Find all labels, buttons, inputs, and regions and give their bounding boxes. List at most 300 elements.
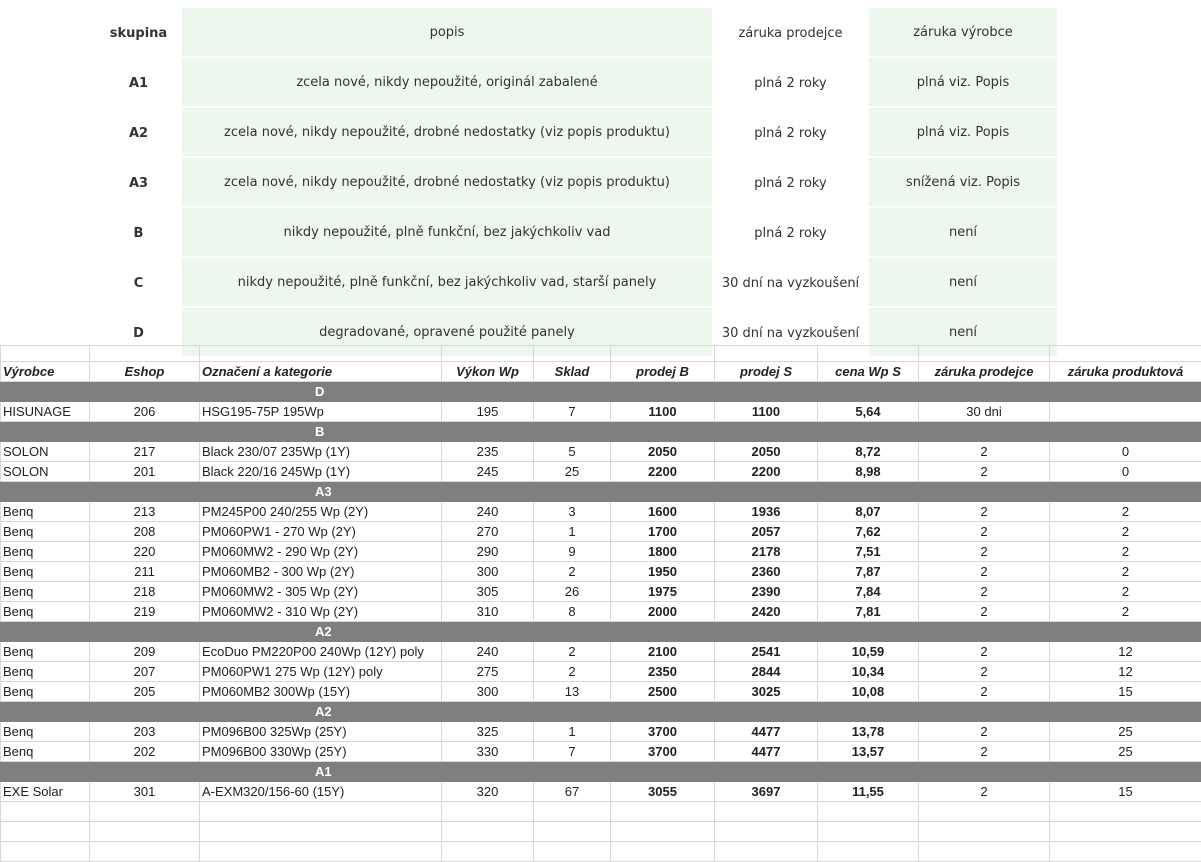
legend-description: nikdy nepoužité, plně funkční, bez jakýchkoliv vad xyxy=(182,208,712,258)
table-cell: 8,98 xyxy=(818,462,919,482)
group-cell xyxy=(1,422,90,442)
table-row xyxy=(1,402,1201,422)
table-cell: 2 xyxy=(1050,542,1201,562)
table-row xyxy=(1,722,1201,742)
group-cell xyxy=(1,482,90,502)
table-cell: 2 xyxy=(919,722,1050,742)
table-cell: 219 xyxy=(90,602,200,622)
group-cell xyxy=(534,702,611,722)
legend-maker-warranty: plná viz. Popis xyxy=(869,58,1057,108)
table-row xyxy=(1,662,1201,682)
table-cell: SOLON xyxy=(1,462,90,482)
table-cell: PM060MW2 - 290 Wp (2Y) xyxy=(200,542,442,562)
table-cell: 213 xyxy=(90,502,200,522)
table-cell: 205 xyxy=(90,682,200,702)
legend-maker-warranty: není xyxy=(869,208,1057,258)
table-cell: 2 xyxy=(1050,562,1201,582)
group-cell xyxy=(534,382,611,402)
empty-cell xyxy=(1,802,90,822)
group-cell xyxy=(715,762,818,782)
table-cell: 10,59 xyxy=(818,642,919,662)
table-cell: 2 xyxy=(919,562,1050,582)
table-cell: 7,62 xyxy=(818,522,919,542)
table-cell: 3 xyxy=(534,502,611,522)
empty-cell xyxy=(919,802,1050,822)
empty-cell xyxy=(1050,802,1201,822)
group-cell xyxy=(1,622,90,642)
empty-cell xyxy=(919,842,1050,862)
group-row xyxy=(1,762,1201,782)
empty-cell xyxy=(200,842,442,862)
legend-row xyxy=(95,158,1057,208)
table-cell: 7,51 xyxy=(818,542,919,562)
table-cell: 1936 xyxy=(715,502,818,522)
group-cell xyxy=(715,702,818,722)
group-cell xyxy=(1050,762,1201,782)
group-row xyxy=(1,382,1201,402)
table-cell: 2 xyxy=(919,682,1050,702)
table-cell: 7 xyxy=(534,402,611,422)
group-cell xyxy=(90,422,200,442)
table-cell: HISUNAGE xyxy=(1,402,90,422)
table-cell: 2 xyxy=(919,522,1050,542)
table-cell: PM060MW2 - 305 Wp (2Y) xyxy=(200,582,442,602)
table-cell: 2420 xyxy=(715,602,818,622)
table-cell: 67 xyxy=(534,782,611,802)
table-cell: PM060PW1 - 270 Wp (2Y) xyxy=(200,522,442,542)
column-header: záruka prodejce xyxy=(919,362,1050,382)
table-cell: 2390 xyxy=(715,582,818,602)
group-cell xyxy=(90,382,200,402)
table-cell: 7 xyxy=(534,742,611,762)
group-cell xyxy=(534,622,611,642)
group-cell xyxy=(534,422,611,442)
group-cell xyxy=(1050,702,1201,722)
table-cell: 1100 xyxy=(715,402,818,422)
group-cell xyxy=(1,382,90,402)
table-cell: 245 xyxy=(442,462,534,482)
table-cell: A-EXM320/156-60 (15Y) xyxy=(200,782,442,802)
table-cell: 15 xyxy=(1050,682,1201,702)
table-cell: 3700 xyxy=(611,722,715,742)
table-cell: 12 xyxy=(1050,642,1201,662)
table-cell: 8 xyxy=(534,602,611,622)
empty-cell xyxy=(715,822,818,842)
group-label: A2 xyxy=(200,702,534,722)
table-cell: 13,78 xyxy=(818,722,919,742)
table-cell: SOLON xyxy=(1,442,90,462)
column-header: Sklad xyxy=(534,362,611,382)
group-cell xyxy=(611,422,715,442)
table-cell: 207 xyxy=(90,662,200,682)
table-cell: 3025 xyxy=(715,682,818,702)
table-header-row xyxy=(1,362,1201,382)
table-cell: 2200 xyxy=(715,462,818,482)
table-cell: 217 xyxy=(90,442,200,462)
legend-description: zcela nové, nikdy nepoužité, drobné nedostatky (viz popis produktu) xyxy=(182,108,712,158)
table-cell: 26 xyxy=(534,582,611,602)
empty-cell xyxy=(611,842,715,862)
table-cell: 2 xyxy=(1050,522,1201,542)
table-cell: 1 xyxy=(534,522,611,542)
table-cell: Benq xyxy=(1,582,90,602)
column-header: prodej S xyxy=(715,362,818,382)
table-cell: 2 xyxy=(919,642,1050,662)
table-cell: Black 230/07 235Wp (1Y) xyxy=(200,442,442,462)
table-cell: 330 xyxy=(442,742,534,762)
table-row xyxy=(1,522,1201,542)
group-row xyxy=(1,702,1201,722)
group-cell xyxy=(90,622,200,642)
table-cell: 1700 xyxy=(611,522,715,542)
group-cell xyxy=(818,702,919,722)
table-cell: 15 xyxy=(1050,782,1201,802)
group-cell xyxy=(715,422,818,442)
group-row xyxy=(1,422,1201,442)
group-cell xyxy=(611,702,715,722)
table-cell: Benq xyxy=(1,542,90,562)
table-cell: HSG195-75P 195Wp xyxy=(200,402,442,422)
table-cell: 9 xyxy=(534,542,611,562)
table-cell: Benq xyxy=(1,662,90,682)
group-cell xyxy=(818,422,919,442)
table-cell: 1600 xyxy=(611,502,715,522)
empty-cell xyxy=(818,802,919,822)
table-cell: 2050 xyxy=(715,442,818,462)
table-cell: 2 xyxy=(919,782,1050,802)
empty-cell xyxy=(611,802,715,822)
table-cell: PM060MW2 - 310 Wp (2Y) xyxy=(200,602,442,622)
group-cell xyxy=(1050,482,1201,502)
table-cell: Benq xyxy=(1,522,90,542)
empty-cell xyxy=(1050,842,1201,862)
group-cell xyxy=(818,382,919,402)
group-cell xyxy=(818,622,919,642)
column-header: záruka produktová xyxy=(1050,362,1201,382)
group-cell xyxy=(919,702,1050,722)
table-row xyxy=(1,442,1201,462)
table-cell: EXE Solar xyxy=(1,782,90,802)
table-cell: 7,81 xyxy=(818,602,919,622)
legend-row xyxy=(95,108,1057,158)
legend-header-row xyxy=(95,8,1057,58)
empty-cell xyxy=(534,822,611,842)
group-cell xyxy=(90,482,200,502)
group-cell xyxy=(534,482,611,502)
empty-cell xyxy=(90,822,200,842)
legend-header-seller-warranty: záruka prodejce xyxy=(712,8,869,58)
group-cell xyxy=(90,702,200,722)
table-cell: Benq xyxy=(1,642,90,662)
table-cell: 325 xyxy=(442,722,534,742)
table-cell: 2 xyxy=(1050,582,1201,602)
table-cell: 10,34 xyxy=(818,662,919,682)
table-cell: Benq xyxy=(1,602,90,622)
table-row xyxy=(1,542,1201,562)
table-cell: 2350 xyxy=(611,662,715,682)
table-cell: 300 xyxy=(442,562,534,582)
table-cell: 0 xyxy=(1050,442,1201,462)
table-cell: PM245P00 240/255 Wp (2Y) xyxy=(200,502,442,522)
table-cell: 240 xyxy=(442,642,534,662)
group-cell xyxy=(818,762,919,782)
table-cell: 2500 xyxy=(611,682,715,702)
table-cell: 235 xyxy=(442,442,534,462)
group-row xyxy=(1,482,1201,502)
table-row xyxy=(1,502,1201,522)
group-cell xyxy=(919,762,1050,782)
group-label: B xyxy=(200,422,534,442)
group-cell xyxy=(534,762,611,782)
table-cell: 3055 xyxy=(611,782,715,802)
group-cell xyxy=(919,622,1050,642)
table-cell: 275 xyxy=(442,662,534,682)
spacer-row xyxy=(1,346,1201,362)
table-cell: 25 xyxy=(534,462,611,482)
column-header: cena Wp S xyxy=(818,362,919,382)
table-cell: 2 xyxy=(534,662,611,682)
table-row xyxy=(1,642,1201,662)
legend-group: B xyxy=(95,208,182,258)
table-row xyxy=(1,682,1201,702)
empty-cell xyxy=(818,842,919,862)
table-cell: 7,87 xyxy=(818,562,919,582)
table-cell: 4477 xyxy=(715,742,818,762)
table-row xyxy=(1,562,1201,582)
table-cell: 5,64 xyxy=(818,402,919,422)
table-cell: 2 xyxy=(919,502,1050,522)
empty-cell xyxy=(611,822,715,842)
empty-cell xyxy=(818,822,919,842)
table-cell: 1800 xyxy=(611,542,715,562)
legend-seller-warranty: 30 dní na vyzkoušení xyxy=(712,258,869,308)
column-header: Eshop xyxy=(90,362,200,382)
legend-seller-warranty: 30 dní na vyzkoušení xyxy=(712,308,869,358)
table-cell: 202 xyxy=(90,742,200,762)
table-cell: 290 xyxy=(442,542,534,562)
table-row xyxy=(1,742,1201,762)
group-cell xyxy=(1050,382,1201,402)
table-cell: Black 220/16 245Wp (1Y) xyxy=(200,462,442,482)
empty-cell xyxy=(919,822,1050,842)
table-cell: 2 xyxy=(919,742,1050,762)
empty-cell xyxy=(1050,822,1201,842)
group-cell xyxy=(1050,622,1201,642)
legend-group: A1 xyxy=(95,58,182,108)
table-cell: 2200 xyxy=(611,462,715,482)
table-cell: 10,08 xyxy=(818,682,919,702)
table-cell: 2360 xyxy=(715,562,818,582)
legend-group: A2 xyxy=(95,108,182,158)
table-cell: 2844 xyxy=(715,662,818,682)
group-cell xyxy=(818,482,919,502)
empty-cell xyxy=(1,842,90,862)
group-cell xyxy=(611,482,715,502)
empty-cell xyxy=(715,842,818,862)
table-row xyxy=(1,582,1201,602)
table-cell: 1 xyxy=(534,722,611,742)
legend-group: C xyxy=(95,258,182,308)
table-cell: 270 xyxy=(442,522,534,542)
table-cell: 5 xyxy=(534,442,611,462)
legend-seller-warranty: plná 2 roky xyxy=(712,158,869,208)
table-cell: 2 xyxy=(919,582,1050,602)
empty-cell xyxy=(200,802,442,822)
table-cell: 2057 xyxy=(715,522,818,542)
empty-cell xyxy=(715,802,818,822)
group-cell xyxy=(1,702,90,722)
legend-seller-warranty: plná 2 roky xyxy=(712,58,869,108)
legend-maker-warranty: snížená viz. Popis xyxy=(869,158,1057,208)
table-cell: 203 xyxy=(90,722,200,742)
table-cell: PM096B00 325Wp (25Y) xyxy=(200,722,442,742)
table-cell: 30 dni xyxy=(919,402,1050,422)
table-cell: 25 xyxy=(1050,722,1201,742)
legend-description: nikdy nepoužité, plně funkční, bez jakýchkoliv vad, starší panely xyxy=(182,258,712,308)
legend-header-description: popis xyxy=(182,8,712,58)
empty-cell xyxy=(1,822,90,842)
legend-group: A3 xyxy=(95,158,182,208)
table-cell: 2 xyxy=(1050,502,1201,522)
legend-seller-warranty: plná 2 roky xyxy=(712,108,869,158)
table-cell xyxy=(1050,402,1201,422)
group-cell xyxy=(919,382,1050,402)
table-cell: 2 xyxy=(919,442,1050,462)
legend-description: degradované, opravené použité panely xyxy=(182,308,712,358)
table-cell: 1950 xyxy=(611,562,715,582)
empty-cell xyxy=(534,802,611,822)
table-cell: 305 xyxy=(442,582,534,602)
table-cell: 2 xyxy=(534,562,611,582)
group-label: A1 xyxy=(200,762,534,782)
table-cell: 218 xyxy=(90,582,200,602)
legend-row xyxy=(95,208,1057,258)
table-cell: PM060MB2 300Wp (15Y) xyxy=(200,682,442,702)
table-cell: 209 xyxy=(90,642,200,662)
table-cell: Benq xyxy=(1,722,90,742)
group-cell xyxy=(611,622,715,642)
table-cell: 13 xyxy=(534,682,611,702)
table-cell: 301 xyxy=(90,782,200,802)
group-cell xyxy=(715,482,818,502)
group-cell xyxy=(90,762,200,782)
empty-cell xyxy=(534,842,611,862)
table-cell: 12 xyxy=(1050,662,1201,682)
table-cell: EcoDuo PM220P00 240Wp (12Y) poly xyxy=(200,642,442,662)
legend-row xyxy=(95,58,1057,108)
column-header: Výkon Wp xyxy=(442,362,534,382)
group-cell xyxy=(715,382,818,402)
table-cell: 8,07 xyxy=(818,502,919,522)
group-label: A2 xyxy=(200,622,534,642)
table-row xyxy=(1,462,1201,482)
group-label: D xyxy=(200,382,534,402)
table-cell: Benq xyxy=(1,682,90,702)
table-row xyxy=(1,602,1201,622)
column-header: prodej B xyxy=(611,362,715,382)
table-cell: 195 xyxy=(442,402,534,422)
empty-cell xyxy=(90,842,200,862)
empty-row xyxy=(1,822,1201,842)
warranty-legend-table xyxy=(95,8,1057,358)
legend-maker-warranty: plná viz. Popis xyxy=(869,108,1057,158)
empty-row xyxy=(1,802,1201,822)
table-cell: 206 xyxy=(90,402,200,422)
table-cell: 11,55 xyxy=(818,782,919,802)
legend-maker-warranty: není xyxy=(869,258,1057,308)
group-row xyxy=(1,622,1201,642)
table-cell: 201 xyxy=(90,462,200,482)
group-cell xyxy=(919,482,1050,502)
table-cell: 2 xyxy=(919,542,1050,562)
table-cell: 3700 xyxy=(611,742,715,762)
table-cell: 2100 xyxy=(611,642,715,662)
group-cell xyxy=(715,622,818,642)
group-cell xyxy=(611,382,715,402)
table-cell: PM096B00 330Wp (25Y) xyxy=(200,742,442,762)
table-cell: PM060PW1 275 Wp (12Y) poly xyxy=(200,662,442,682)
legend-description: zcela nové, nikdy nepoužité, originál zabalené xyxy=(182,58,712,108)
column-header: Výrobce xyxy=(1,362,90,382)
legend-maker-warranty: není xyxy=(869,308,1057,358)
table-cell: 2178 xyxy=(715,542,818,562)
legend-header-group: skupina xyxy=(95,8,182,58)
table-cell: PM060MB2 - 300 Wp (2Y) xyxy=(200,562,442,582)
empty-cell xyxy=(442,822,534,842)
column-header: Označení a kategorie xyxy=(200,362,442,382)
legend-seller-warranty: plná 2 roky xyxy=(712,208,869,258)
table-cell: 211 xyxy=(90,562,200,582)
table-row xyxy=(1,782,1201,802)
legend-row xyxy=(95,258,1057,308)
table-cell: 2541 xyxy=(715,642,818,662)
table-cell: 2000 xyxy=(611,602,715,622)
group-cell xyxy=(1,762,90,782)
table-cell: 1100 xyxy=(611,402,715,422)
table-cell: 2 xyxy=(1050,602,1201,622)
empty-cell xyxy=(200,822,442,842)
legend-header-maker-warranty: záruka výrobce xyxy=(869,8,1057,58)
table-cell: 208 xyxy=(90,522,200,542)
table-cell: 8,72 xyxy=(818,442,919,462)
table-cell: 1975 xyxy=(611,582,715,602)
table-cell: Benq xyxy=(1,742,90,762)
table-cell: 300 xyxy=(442,682,534,702)
table-cell: 25 xyxy=(1050,742,1201,762)
table-cell: 2050 xyxy=(611,442,715,462)
table-cell: 2 xyxy=(919,602,1050,622)
table-cell: 320 xyxy=(442,782,534,802)
group-label: A3 xyxy=(200,482,534,502)
empty-row xyxy=(1,842,1201,862)
table-cell: 240 xyxy=(442,502,534,522)
table-cell: Benq xyxy=(1,502,90,522)
legend-description: zcela nové, nikdy nepoužité, drobné nedostatky (viz popis produktu) xyxy=(182,158,712,208)
empty-cell xyxy=(442,802,534,822)
table-cell: 0 xyxy=(1050,462,1201,482)
table-cell: 220 xyxy=(90,542,200,562)
legend-group: D xyxy=(95,308,182,358)
table-cell: 2 xyxy=(919,462,1050,482)
table-cell: 7,84 xyxy=(818,582,919,602)
empty-cell xyxy=(90,802,200,822)
product-table xyxy=(0,345,1201,862)
empty-cell xyxy=(442,842,534,862)
table-cell: 2 xyxy=(919,662,1050,682)
group-cell xyxy=(611,762,715,782)
group-cell xyxy=(919,422,1050,442)
table-cell: 310 xyxy=(442,602,534,622)
